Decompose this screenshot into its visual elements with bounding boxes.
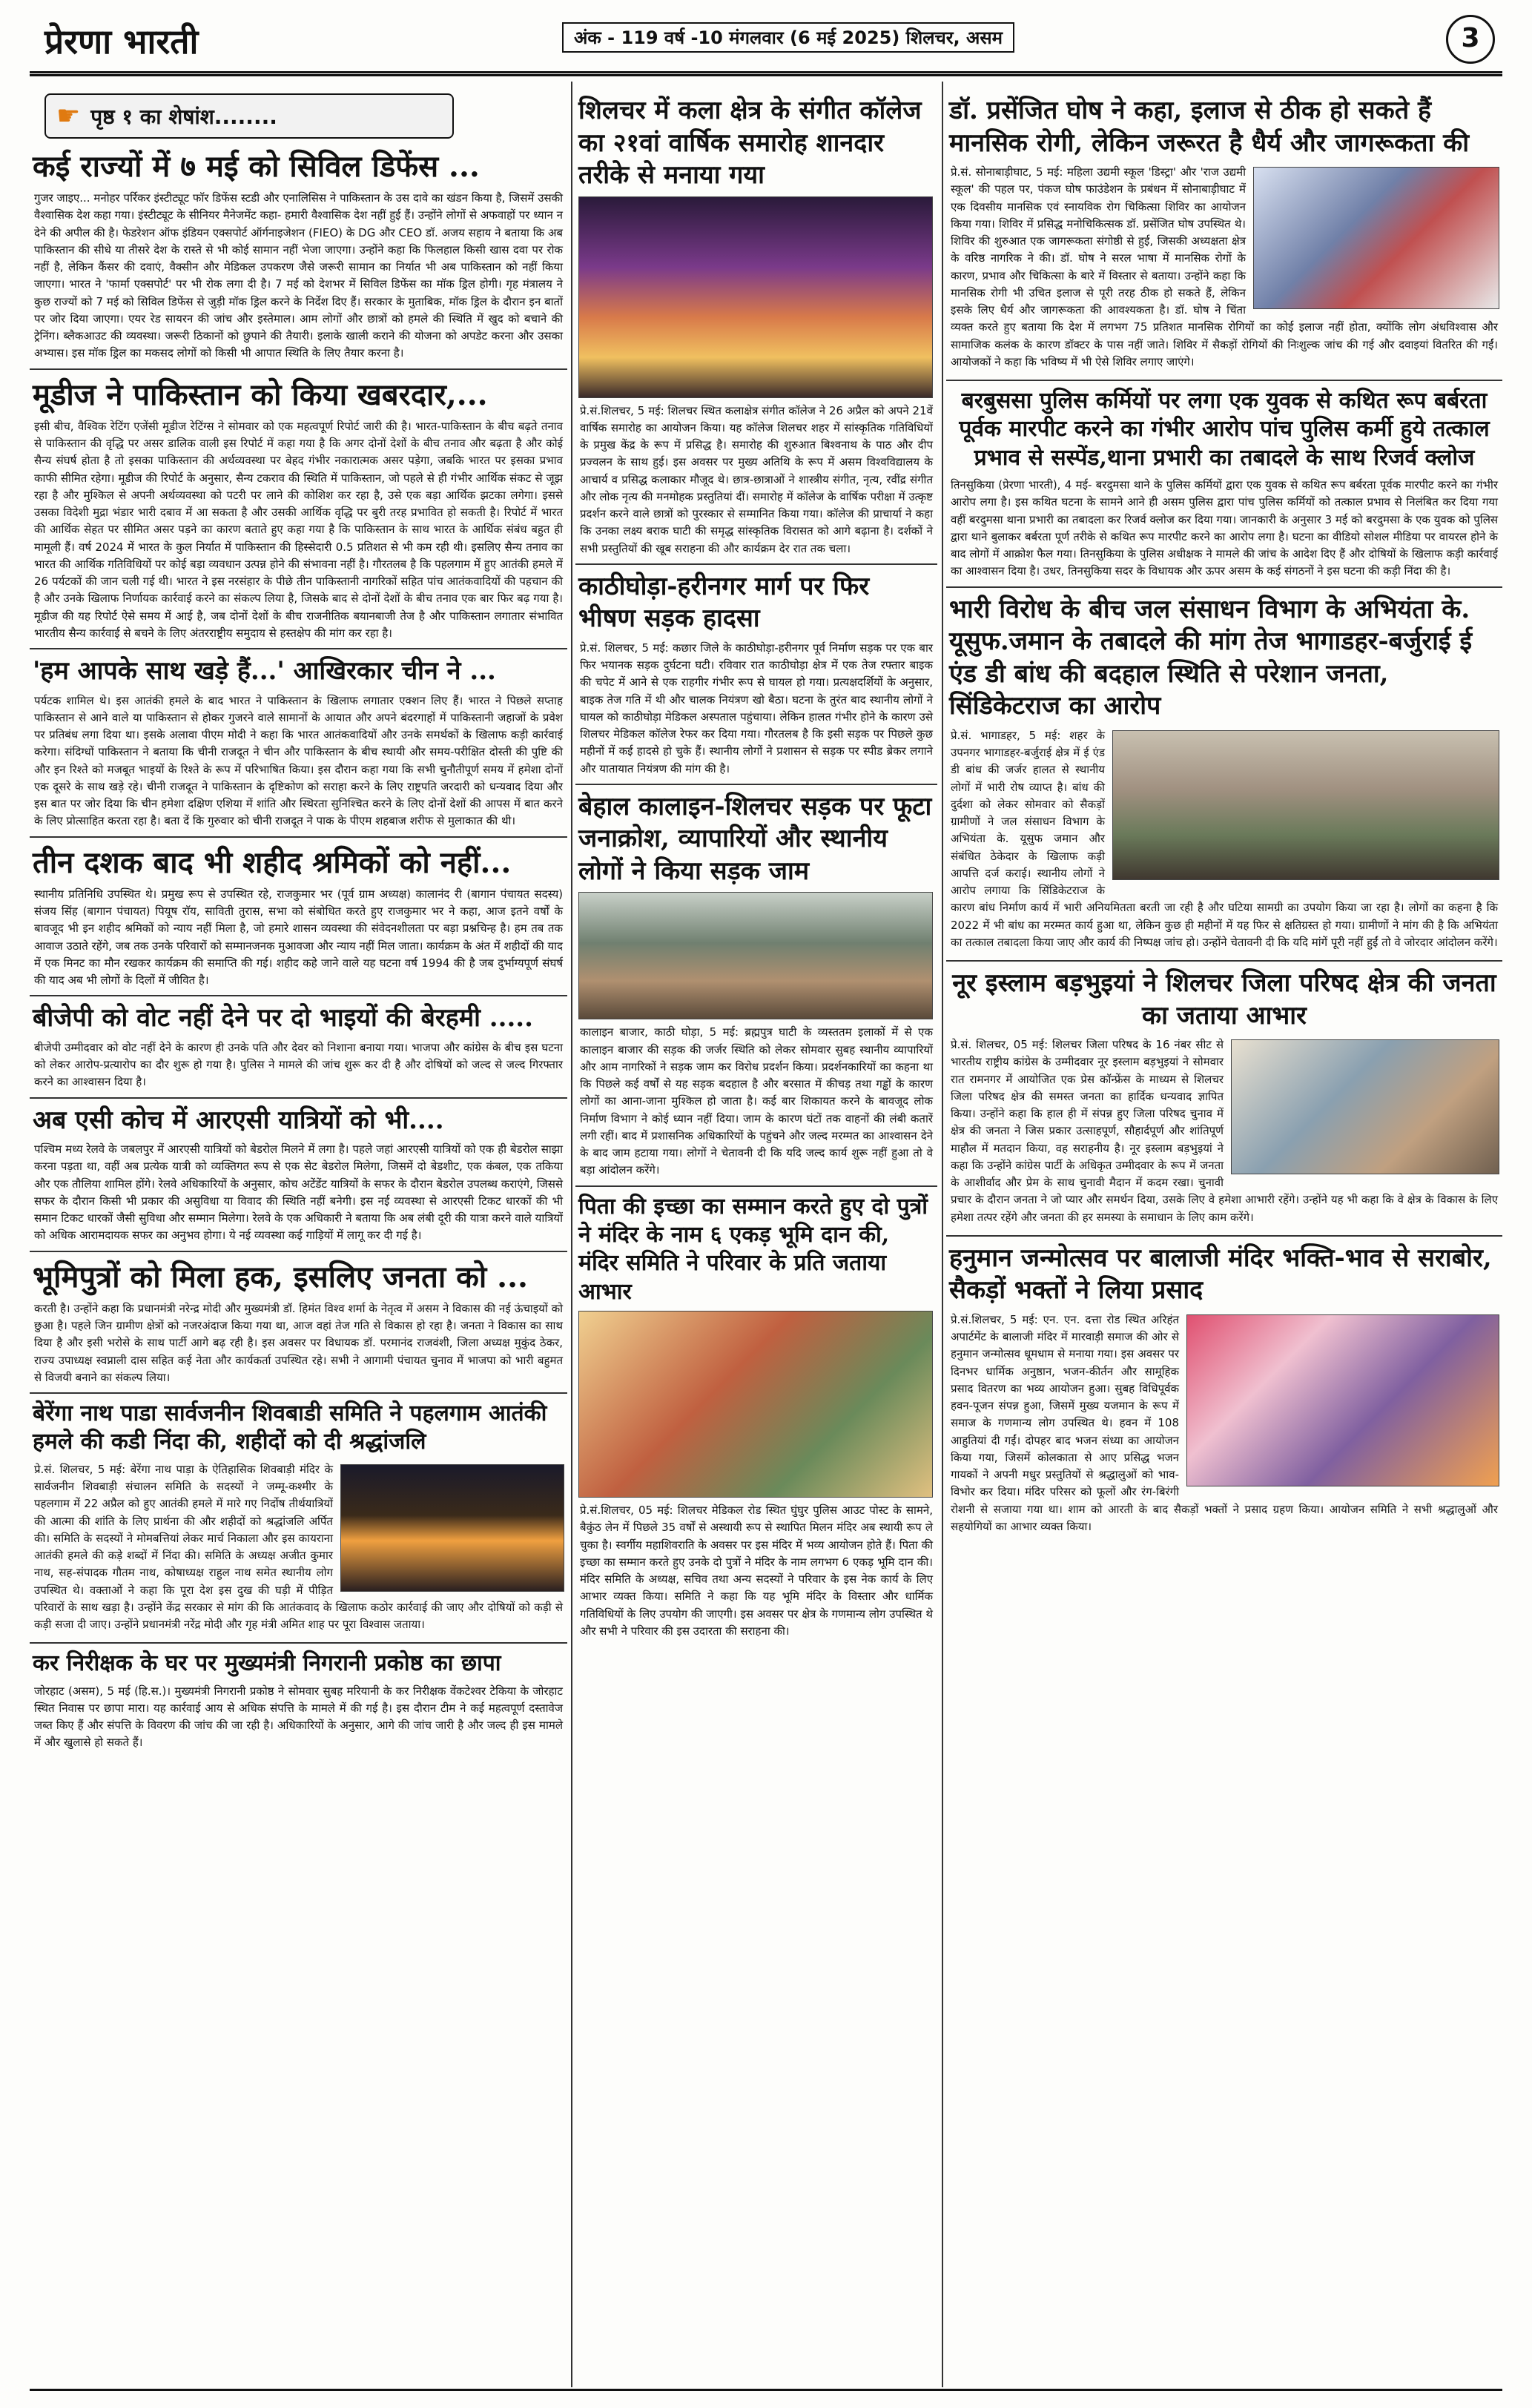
article-headline: पिता की इच्छा का सम्मान करते हुए दो पुत्रों ने मंदिर के नाम ६ एकड़ भूमि दान की, मंदिर समिति ने परिवार के प्रति जताया आभार [578, 1193, 928, 1305]
press-conference-photo [1231, 1039, 1499, 1174]
devotees-photo [1186, 1314, 1499, 1486]
article-hanuman-jayanti [946, 1243, 1502, 1538]
right-column [946, 89, 1502, 2387]
article-body: प्रे.सं.शिलचर, 05 मई: शिलचर मेडिकल रोड स्थित घुंघुर पुलिस आउट पोस्ट के सामने, बैकुंठ लेन में पिछले 35 वर्षों से अस्थायी रूप से स्थापित मिलन मंदिर अब स्थायी रूप ले चुका है। स्वर्गीय महाशिवराति के अवसर पर इस मंदिर में भव्य आयोजन होते हैं। पिता की इच्छा का सम्मान करते हुए उनके दो पुत्रों ने मंदिर के नाम लगभग 6 एकड़ भूमि दान की। मंदिर समिति के अध्यक्ष, सचिव तथा अन्य सदस्यों ने परिवार के इस नेक कार्य के लिए आभार व्यक्त किया। समिति ने कहा कि यह भूमि मंदिर के विस्तार और धार्मिक गतिविधियों के लिए उपयोग की जाएगी। इस अवसर पर क्षेत्र के गणमान्य लोग उपस्थित थे और सभी ने परिवार की इस उदारता की सराहना की। [580, 1504, 933, 1638]
article-body: तिनसुकिया (प्रेरणा भारती), 4 मई- बरदुमसा थाने के पुलिस कर्मियों द्वारा एक युवक से कथित रूप बर्बरता पूर्वक मारपीट करने का गंभीर आरोप लगा है। इस कथित घटना के सामने आने ही असम पुलिस द्वारा पांच पुलिस कर्मियों को तत्काल प्रभाव से निलंबित कर दिया गया वहीं बरदुमसा थाना प्रभारी का तबादला कर रिजर्व क्लोज कर दिया गया। जानकारी के अनुसार 3 मई को बरदुमसा के एक युवक को पुलिस द्वारा थाने बुलाकर बर्बरता पूर्ण तरीके से कथित रूप मारपीट करने का आरोप लगा है। घटना का वीडियो सोशल मीडिया पर वायरल होने के बाद लोगों में आक्रोश फैल गया। तिनसुकिया के पुलिस अधीक्षक ने मामले की जांच के आदेश दिए हैं और दोषियों के खिलाफ कड़ी कार्रवाई का आश्वासन दिया है। उधर, तिनसुकिया सदर के विधायक और ऊपर असम के कई संगठनों ने इस घटना की कड़ी निंदा की है। [951, 478, 1498, 578]
stage-performance-photo [578, 196, 933, 398]
continued-banner [44, 93, 454, 139]
article-martyr-workers [30, 844, 567, 990]
article-headline: बीजेपी को वोट नहीं देने पर दो भाइयों की बेरहमी ..... [33, 1003, 533, 1033]
newspaper-title: प्रेरणा भारती [44, 22, 199, 62]
pointing-hand-icon: ☛ [56, 101, 81, 131]
article-body: प्रे.सं.शिलचर, 5 मई: एन. एन. दत्ता रोड स्थित अरिहंत अपार्टमेंट के बालाजी मंदिर में मारवाड़ी समाज की ओर से हनुमान जन्मोत्सव धूमधाम से मनाया गया। इस अवसर पर दिनभर धार्मिक अनुष्ठान, भजन-कीर्तन और सामूहिक प्रसाद वितरण का भव्य आयोजन हुआ। सुबह विधिपूर्वक हवन-पूजन संपन्न हुआ, जिसमें मुख्य यजमान के रूप में समाज के गणमान्य लोग उपस्थित थे। हवन में 108 आहुतियां दी गईं। दोपहर बाद भजन संध्या का आयोजन किया गया, जिसमें कोलकाता से आए प्रसिद्ध भजन गायकों ने अपनी मधुर प्रस्तुतियों से श्रद्धालुओं को भाव-विभोर कर दिया। मंदिर परिसर को फूलों और रंग-बिरंगी रोशनी से सजाया गया था। शाम को आरती के बाद सैकड़ों भक्तों ने प्रसाद ग्रहण किया। आयोजन समिति ने सभी श्रद्धालुओं और सहयोगियों का आभार व्यक्त किया। [951, 1312, 1498, 1533]
column-divider-right [942, 82, 943, 2387]
left-column [30, 89, 567, 2387]
article-rac-passengers [30, 1105, 567, 1245]
article-headline: काठीघोड़ा-हरीनगर मार्ग पर फिर भीषण सड़क हादसा [578, 571, 870, 634]
divider [946, 380, 1502, 381]
divider [30, 1392, 567, 1394]
article-mental-health [946, 95, 1502, 374]
article-body: गुजर जाइए... मनोहर पर्रिकर इंस्टीट्यूट फॉर डिफेंस स्टडी और एनालिसिस ने पाकिस्तान के उस दावे का खंडन किया है, जिसमें उसकी वैश्वासिक देश कहा गया। इंस्टीट्यूट के सीनियर मैनेजमेंट कहा- हमारी वैश्वासिक देश नहीं हुई हैं। उन्होंने लोगों से अफवाहों पर ध्यान न देने की अपील की है। फेडरेशन ऑफ इंडियन एक्सपोर्ट ऑर्गनाइजेशन (FIEO) के DG और CEO डॉ. अजय सहाय ने बताया कि अब पाकिस्तान की सीधे या तीसरे देश के रास्ते से भी कोई सामान नहीं भेजा जाएगा। उन्होंने कहा कि फिलहाल किसी खास दवा पर रोक नहीं है, लेकिन कैंसर की दवाएं, वैक्सीन और मेडिकल उपकरण जैसे जरूरी सामान का निर्यात भी अब पाकिस्तान को नहीं किया जाएगा। भारत ने 'फार्मा एक्सपोर्ट' पर भी रोक लगा दी है। 7 मई को देशभर में सिविल डिफेंस का मॉक ड्रिल होगी। गृह मंत्रालय ने कुछ राज्यों को 7 मई को सिविल डिफेंस से जुड़ी मॉक ड्रिल करने के निर्देश दिए हैं। सरकार के मुताबिक, मॉक ड्रिल के दौरान इन बातों पर जोर दिया जाएगा। एयर रेड सायरन की जांच और इस्तेमाल। आम लोगों और छात्रों को हमले की स्थिति में खुद को बचाने की ट्रेनिंग। ब्लैकआउट की व्यवस्था। जरूरी ठिकानों को छुपाने की तैयारी। इलाके खाली कराने की योजना को अपडेट करना और उसका अभ्यास। इस मॉक ड्रिल का मकसद लोगों को किसी भी आपात स्थिति के लिए तैयार करना है। [34, 191, 563, 360]
embankment-protest-photo [1112, 730, 1499, 880]
article-china [30, 655, 567, 830]
article-body: प्रे.सं. भागाडहर, 5 मई: शहर के उपनगर भागाडहर-बर्जुराई क्षेत्र में ई एंड डी बांध की जर्जर हालत से स्थानीय लोगों में भारी रोष व्याप्त है। बांध की दुर्दशा को लेकर सोमवार को सैकड़ों ग्रामीणों ने जल संसाधन विभाग के अभियंता के. यूसुफ जमान और संबंधित ठेकेदार के खिलाफ कड़ी आपत्ति दर्ज कराई। स्थानीय लोगों ने आरोप लगाया कि सिंडिकेटराज के कारण बांध निर्माण कार्य में भारी अनियमितता बरती जा रही है और घटिया सामग्री का उपयोग किया जा रहा है। लोगों का कहना है कि 2022 में भी बांध का मरम्मत कार्य हुआ था, लेकिन कुछ ही महीनों में यह फिर से क्षतिग्रस्त हो गया। ग्रामीणों ने मांग की है कि अभियंता का तत्काल तबादला किया जाए और कार्य की निष्पक्ष जांच हो। उन्होंने चेतावनी दी कि यदि मांगें पूरी नहीं हुईं तो वे जोरदार आंदोलन करेंगे। [951, 728, 1498, 949]
temple-committee-photo [578, 1311, 933, 1498]
article-body: स्थानीय प्रतिनिधि उपस्थित थे। प्रमुख रूप से उपस्थित रहे, राजकुमार भर (पूर्व ग्राम अध्यक्ष) कालानंद री (बागान पंचायत सदस्य) संजय सिंह (बागान पंचायत) पियूष राॅय, साविती तुरास, सभा को संबोधित करते हुए राजकुमार भर ने कहा, आज इतने वर्षों के बावजूद भी इन शहीद श्रमिकों को न्याय नहीं मिला है, जो हमारे शासन व्यवस्था की संवेदनशीलता पर बड़ा प्रश्नचिन्ह है। हम तब तक आवाज उठाते रहेंगे, जब तक उनके परिवारों को सम्मानजनक मुआवजा और न्याय नहीं मिल जाता। कार्यक्रम के अंत में शहीदों की याद में एक मिनट का मौन रखकर कार्यक्रम की समाप्ति की गई। शहीद कहे जाने वाले यह घटना वर्ष 1994 की है जब दुर्भाग्यपूर्ण संघर्ष की याद अब भी लोगों के दिलों में जीवित है। [34, 887, 563, 988]
article-land-donation [575, 1193, 937, 1641]
article-headline: 'हम आपके साथ खड़े हैं...' आखिरकार चीन ने ... [33, 656, 496, 687]
article-shivbari-tribute [30, 1400, 567, 1636]
top-rule [30, 71, 1502, 73]
article-body: करती है। उन्होंने कहा कि प्रधानमंत्री नरेन्द्र मोदी और मुख्यमंत्री डॉ. हिमंत विश्व शर्मा के नेतृत्व में असम ने विकास की नई ऊंचाइयों को छुआ है। पहले जिन ग्रामीण क्षेत्रों को नजरअंदाज किया गया था, आज वहां तेज गति से विकास हो रहा है। जनता ने विकास का साथ दिया है और इसी भरोसे के साथ पार्टी आगे बढ़ रही है। इस अवसर पर विधायक डॉ. परमानंद राजवंशी, जिला अध्यक्ष मुकुंद ठेकर, राज्य उपाध्यक्ष स्वप्नाली दास सहित कई नेता और कार्यकर्ता उपस्थित रहे। सभी ने आगामी पंचायत चुनाव में भाजपा को भारी बहुमत से विजयी बनाने का संकल्प लिया। [34, 1301, 563, 1384]
health-camp-photo [1253, 167, 1499, 309]
divider [946, 586, 1502, 588]
article-headline: भूमिपुत्रों को मिला हक, इसलिए जनता को ... [33, 1259, 528, 1294]
divider [575, 784, 937, 785]
article-embankment-protest [946, 594, 1502, 954]
article-body: इसी बीच, वैश्विक रेटिंग एजेंसी मूडीज रेटिंग्स ने सोमवार को एक महत्वपूर्ण रिपोर्ट जारी की है। भारत-पाकिस्तान के बीच बढ़ते तनाव से पाकिस्तान की वृद्धि पर असर डालिक वाली इस रिपोर्ट में कहा गया है कि अगर दोनों देशों के बीच तनाव और बढ़ता है और कोई सैन्य संघर्ष होता है तो इसका पाकिस्तान की अर्थव्यवस्था पर बेहद गंभीर नकारात्मक असर पड़ेगा, जबकि भारत पर इसका प्रभाव काफी सीमित रहेगा। मूडीज की रिपोर्ट के अनुसार, सैन्य टकराव की स्थिति में पाकिस्तान, जो पहले से ही गंभीर आर्थिक संकट से जूझ रहा है और मुश्किल से अपनी अर्थव्यवस्था को पटरी पर लाने की कोशिश कर रहा है, उसे एक बड़ा आर्थिक झटका लगेगा। इससे उसका विदेशी मुद्रा भंडार भारी दबाव में आ सकता है और उसकी आर्थिक वृद्धि पर बुरी तरह प्रभावित हो सकती है। रिपोर्ट में भारत की आर्थिक सेहत पर सीमित असर पड़ने का कारण बताते हुए कहा गया है कि पाकिस्तान के साथ भारत के आर्थिक संबंध बहुत ही मामूली हैं। वर्ष 2024 में भारत के कुल निर्यात में पाकिस्तान की हिस्सेदारी 0.5 प्रतिशत से भी कम रही थी। इसलिए सैन्य तनाव का भारत की आर्थिक गतिविधियों पर कोई बड़ा व्यवधान उत्पन्न होने की संभावना नहीं है। गौरतलब है कि पहलगाम में हुए आतंकी हमले में 26 पर्यटकों की जान चली गई थी। भारत ने इस नरसंहार के पीछे तीन पाकिस्तानी नागरिकों सहित पांच आतंकवादियों की पहचान की है और उनके खिलाफ निर्णायक कार्रवाई करने का संकल्प लिया है, जिसके बाद से दोनों देशों के बीच तनाव एक बार फिर बढ़ गया है। मूडीज की यह रिपोर्ट ऐसे समय में आई है, जब दोनों देशों के बीच राजनीतिक बयानबाजी तेज है और पाकिस्तान लगातार संभावित भारतीय सैन्य कार्रवाई से बचने के लिए अंतरराष्ट्रीय समुदाय से हस्तक्षेप की मांग कर रहा है। [34, 419, 563, 640]
protest-crowd-photo [578, 892, 933, 1019]
continued-label: पृष्ठ १ का शेषांश........ [90, 104, 277, 129]
divider [30, 1097, 567, 1099]
divider [30, 995, 567, 996]
candle-march-photo [340, 1464, 564, 1592]
article-tax-inspector-raid [30, 1650, 567, 1751]
divider [575, 1185, 937, 1187]
article-headline: बरबुससा पुलिस कर्मियों पर लगा एक युवक से कथित रूप बर्बरता पूर्वक मारपीट करने का गंभीर आरोप पांच पुलिस कर्मी हुये तत्काल प्रभाव से सस्पेंड,थाना प्रभारी का तबादले के साथ रिजर्व क्लोज [959, 388, 1490, 471]
article-body: प्रे.सं.शिलचर, 5 मई: शिलचर स्थित कलाक्षेत्र संगीत कॉलेज ने 26 अप्रैल को अपने 21वें वार्षिक समारोह का आयोजन किया। यह कॉलेज शिलचर शहर में सांस्कृतिक गतिविधियों के प्रमुख केंद्र के रूप में प्रसिद्ध है। समारोह की शुरुआत बिश्वनाथ के पाठ और दीप प्रज्वलन के साथ हुई। इस अवसर पर मुख्य अतिथि के रूप में असम विश्वविद्यालय के आचार्य व प्रसिद्ध कलाकार मौजूद थे। छात्र-छात्राओं ने शास्त्रीय संगीत, नृत्य, रवींद्र संगीत और लोक नृत्य की मनमोहक प्रस्तुतियां दीं। समारोह में कॉलेज के वार्षिक परीक्षा में उत्कृष्ट प्रदर्शन करने वाले छात्रों को पुरस्कार से सम्मानित किया गया। कॉलेज की प्राचार्या ने कहा कि उनका लक्ष्य बराक घाटी की समृद्ध सांस्कृतिक विरासत को आगे बढ़ाना है। दर्शकों ने सभी प्रस्तुतियों की खूब सराहना की और कार्यक्रम देर रात तक चला। [580, 403, 933, 555]
article-body: पश्चिम मध्य रेलवे के जबलपुर में आरएसी यात्रियों को बेडरोल मिलने में लगा है। पहले जहां आरएसी यात्रियों को एक ही बेडरोल साझा करना पड़ता था, वहीं अब प्रत्येक यात्री को व्यक्तिगत रूप से एक सेट बेडरोल मिलेगा, जिसमें दो बेडशीट, एक कंबल, एक तकिया और एक तौलिया शामिल होंगे। रेलवे अधिकारियों के अनुसार, कोच अटेंडेंट यात्रियों के सफर के दौरान बेडरोल उपलब्ध कराएंगे, जिससे सफर के दौरान किसी भी प्रकार की असुविधा या विवाद की स्थिति नहीं बनेगी। इस नई व्यवस्था से आरएसी टिकट धारकों की भी समान टिकट धारकों जैसी सुविधा और सम्मान मिलेगा। रेलवे के एक अधिकारी ने बताया कि अब लंबी दूरी की यात्रा करने वाले यात्रियों को अधिक आरामदायक सफर का अनुभव होगा। ये नई व्यवस्था कई गाड़ियों में लागू कर दी गई है। [34, 1142, 563, 1243]
divider [575, 563, 937, 565]
article-headline: शिलचर में कला क्षेत्र के संगीत कॉलेज का २१वां वार्षिक समारोह शानदार तरीके से मनाया गया [578, 96, 922, 191]
article-body: प्रे.सं. शिलचर, 5 मई: कछार जिले के काठीघोड़ा-हरीनगर पूर्व निर्माण सड़क पर एक बार फिर भयानक सड़क दुर्घटना घटी। रविवार रात काठीघोड़ा क्षेत्र में एक तेज रफ्तार बाइक की चपेट में आने से एक राहगीर गंभीर रूप से घायल हो गया। प्रत्यक्षदर्शियों के अनुसार, बाइक तेज गति में थी और चालक नियंत्रण खो बैठा। घटना के तुरंत बाद स्थानीय लोगों ने घायल को काठीघोड़ा मेडिकल अस्पताल पहुंचाया। लेकिन हालत गंभीर होने के कारण उसे शिलचर मेडिकल कॉलेज रेफर कर दिया गया। गौरतलब है कि इसी सड़क पर पिछले कुछ महीनों में कई हादसे हो चुके हैं। स्थानीय लोगों ने प्रशासन से सड़क पर स्पीड ब्रेकर लगाने और यातायात नियंत्रण की मांग की है। [580, 641, 933, 775]
article-headline: हनुमान जन्मोत्सव पर बालाजी मंदिर भक्ति-भाव से सराबोर, सैकड़ों भक्तों ने लिया प्रसाद [949, 1243, 1492, 1306]
middle-column [575, 89, 937, 2387]
article-headline: मूडीज ने पाकिस्तान को किया खबरदार,... [33, 377, 488, 412]
article-police-assault [946, 387, 1502, 580]
divider [946, 960, 1502, 962]
issue-info: अंक - 119 वर्ष -10 मंगलवार (6 मई 2025) शिलचर, असम [562, 22, 1014, 53]
article-music-college [575, 95, 937, 558]
article-headline: भारी विरोध के बीच जल संसाधन विभाग के अभियंता के. यूसुफ.जमान के तबादले की मांग तेज भागाडहर-बर्जुराई ई एंड डी बांध की बदहाल स्थिति से परेशान जनता, सिंडिकेटराज का आरोप [949, 594, 1473, 721]
article-body: बीजेपी उम्मीदवार को वोट नहीं देने के कारण ही उनके पति और देवर को निशाना बनाया गया। भाजपा और कांग्रेस के बीच इस घटना को लेकर आरोप-प्रत्यारोप का दौर शुरू हो गया है। पुलिस ने मामले की जांच शुरू कर दी है और दोषियों को जल्द से जल्द गिरफ्तार करने का आश्वासन दिया है। [34, 1040, 563, 1089]
article-headline: कर निरीक्षक के घर पर मुख्यमंत्री निगरानी प्रकोष्ठ का छापा [33, 1650, 501, 1677]
article-body: प्रे.सं. सोनाबाड़ीघाट, 5 मई: महिला उद्यमी स्कूल 'डिस्ट्रा' और 'राज उद्यमी स्कूल' की पहल पर, पंकज घोष फाउंडेशन के प्रबंधन में सोनाबाड़ीघाट में एक दिवसीय मानसिक एवं स्नायविक रोग चिकित्सा शिविर का आयोजन किया गया। शिविर में प्रसिद्ध मनोचिकित्सक डॉ. प्रसेंजित घोष उपस्थित थे। शिविर की शुरुआत एक जागरूकता संगोष्ठी से हुई, जिसकी अध्यक्षता क्षेत्र के वरिष्ठ नागरिक ने की। डॉ. घोष ने सरल भाषा में मानसिक रोगों के कारण, प्रभाव और चिकित्सा के बारे में विस्तार से बताया। उन्होंने कहा कि मानसिक रोगी भी उचित इलाज से पूरी तरह ठीक हो सकते हैं, लेकिन इसके लिए धैर्य और जागरूकता की आवश्यकता है। डॉ. घोष ने चिंता व्यक्त करते हुए बताया कि देश में लगभग 75 प्रतिशत मानसिक रोगियों का कोई इलाज नहीं होता, क्योंकि लोग अंधविश्वास और सामाजिक कलंक के कारण डॉक्टर के पास नहीं जाते। शिविर में सैकड़ों रोगियों की निःशुल्क जांच की गई और दवाइयां वितरित की गईं। आयोजकों ने कहा कि भविष्य में भी ऐसे शिविर लगाए जाएंगे। [951, 165, 1498, 368]
top-rule-thin [30, 74, 1502, 76]
article-headline: तीन दशक बाद भी शहीद श्रमिकों को नहीं... [33, 844, 512, 880]
divider [30, 648, 567, 649]
article-body: जोरहाट (असम), 5 मई (हि.स.)। मुख्यमंत्री निगरानी प्रकोष्ठ ने सोमवार सुबह मरियानी के कर निरीक्षक वेंकटेश्वर टेकिया के जोरहाट स्थित निवास पर छापा मारा। यह कार्रवाई आय से अधिक संपत्ति के मामले में की गई है। इस दौरान टीम ने कई महत्वपूर्ण दस्तावेज जब्त किए हैं और संपत्ति के विवरण की जांच की जा रही है। अधिकारियों के अनुसार, आगे की जांच जारी है और जल्द ही इस मामले में और खुलासे हो सकते हैं। [34, 1684, 563, 1750]
article-headline: बेरेंगा नाथ पाडा सार्वजनीन शिवबाडी समिति ने पहलगाम आतंकी हमले की कडी निंदा की, शहीदों को दी श्रद्धांजलि [33, 1400, 547, 1455]
article-headline: बेहाल कालाइन-शिलचर सड़क पर फूटा जनाक्रोश, व्यापारियों और स्थानीय लोगों ने किया सड़क जाम [578, 791, 932, 886]
divider [30, 1642, 567, 1644]
article-headline: नूर इस्लाम बड़भुइयां ने शिलचर जिला परिषद क्षेत्र की जनता का जताया आभार [952, 968, 1496, 1031]
article-road-blockade [575, 791, 937, 1180]
article-body: प्रे.सं. शिलचर, 5 मई: बेरेंगा नाथ पाड़ा के ऐतिहासिक शिवबाड़ी मंदिर के सार्वजनीन शिवबाड़ी संचालन समिति के सदस्यों ने जम्मू-कश्मीर के पहलगाम में 22 अप्रैल को हुए आतंकी हमले में मारे गए निर्दोष तीर्थयात्रियों की आत्मा की शांति के लिए प्रार्थना की और शहीदों को श्रद्धांजलि अर्पित की। समिति के सदस्यों ने मोमबत्तियां लेकर मार्च निकाला और इस कायराना आतंकी हमले की कड़े शब्दों में निंदा की। समिति के अध्यक्ष अजीत कुमार नाथ, सह-संपादक गौतम नाथ, कोषाध्यक्ष राहुल नाथ समेत स्थानीय लोग उपस्थित थे। वक्ताओं ने कहा कि पूरा देश इस दुख की घड़ी में पीड़ित परिवारों के साथ खड़ा है। उन्होंने केंद्र सरकार से मांग की कि आतंकवाद के खिलाफ कठोर कार्रवाई की जाए और दोषियों को कड़ी से कड़ी सजा दी जाए। उन्होंने प्रधानमंत्री नरेंद्र मोदी और गृह मंत्री अमित शाह पर पूरा विश्वास जताया। [34, 1462, 563, 1632]
divider [30, 1251, 567, 1252]
divider [30, 368, 567, 370]
article-road-accident [575, 571, 937, 778]
article-body: कालाइन बाजार, काठी घोड़ा, 5 मई: ब्रह्मपुत्र घाटी के व्यस्ततम इलाकों में से एक कालाइन बाजार की सड़क की जर्जर स्थिति को लेकर सोमवार सुबह स्थानीय व्यापारियों और आम नागरिकों ने सड़क जाम कर विरोध प्रदर्शन किया। प्रदर्शनकारियों का कहना था कि पिछले कई वर्षों से यह सड़क बदहाल है और बरसात में कीचड़ तथा गड्ढों के कारण लोगों का आना-जाना मुश्किल हो जाता है। कई बार शिकायत करने के बावजूद लोक निर्माण विभाग ने कोई ध्यान नहीं दिया। जाम के कारण घंटों तक वाहनों की लंबी कतारें लगी रहीं। बाद में प्रशासनिक अधिकारियों के पहुंचने और जल्द मरम्मत का आश्वासन देने के बाद जाम हटाया गया। लोगों ने चेतावनी दी कि यदि जल्द कार्य शुरू नहीं हुआ तो वे बड़ा आंदोलन करेंगे। [580, 1025, 933, 1177]
article-civil-defence [30, 148, 567, 363]
article-bhumiputra [30, 1258, 567, 1386]
column-divider-left [571, 82, 572, 2387]
article-body: प्रे.सं. शिलचर, 05 मई: शिलचर जिला परिषद के 16 नंबर सीट से भारतीय राष्ट्रीय कांग्रेस के उम्मीदवार नूर इस्लाम बड़भुइयां ने सोमवार रात रामनगर में आयोजित एक प्रेस कॉन्फ्रेंस के माध्यम से शिलचर जिला परिषद क्षेत्र की समस्त जनता का हार्दिक धन्यवाद ज्ञापित किया। उन्होंने कहा कि हाल ही में संपन्न हुए जिला परिषद चुनाव में क्षेत्र की जनता ने जिस प्रकार उत्साहपूर्ण, सौहार्दपूर्ण और शांतिपूर्ण माहौल में मतदान किया, वह सराहनीय है। नूर इस्लाम बड़भुइयां ने कहा कि उन्होंने कांग्रेस पार्टी के अधिकृत उम्मीदवार के रूप में जनता के आशीर्वाद और प्रेम के साथ चुनावी मैदान में कदम रखा। चुनावी प्रचार के दौरान जनता ने जो प्यार और समर्थन दिया, उसके लिए वे हमेशा आभारी रहेंगे। उन्होंने यह भी कहा कि वे क्षेत्र के विकास के लिए हमेशा तत्पर रहेंगे और जनता की हर समस्या के समाधान के लिए काम करेंगे। [951, 1038, 1498, 1224]
masthead [30, 12, 1502, 64]
article-zilla-parishad-thanks [946, 968, 1502, 1229]
bottom-rule [30, 2389, 1502, 2391]
article-headline: अब एसी कोच में आरएसी यात्रियों को भी.... [33, 1105, 444, 1135]
article-bjp-vote [30, 1002, 567, 1091]
article-headline: डॉ. प्रसेंजित घोष ने कहा, इलाज से ठीक हो सकते हैं मानसिक रोगी, लेकिन जरूरत है धैर्य और जागरूकता की [949, 96, 1470, 158]
article-headline: कई राज्यों में ७ मई को सिविल डिफेंस ... [33, 149, 480, 184]
divider [946, 1235, 1502, 1237]
article-moodys [30, 376, 567, 642]
divider [30, 836, 567, 838]
article-body: पर्यटक शामिल थे। इस आतंकी हमले के बाद भारत ने पाकिस्तान के खिलाफ लगातार एक्शन लिए हैं। भारत ने पिछले सप्ताह पाकिस्तान से आने वाले या पाकिस्तान से होकर गुजरने वाले सामानों के आयात और अपने बंदरगाहों में पाकिस्तानी जहाजों के प्रवेश पर प्रतिबंध लगा दिया था। इसके अलावा पीएम मोदी ने कहा कि भारत आतंकवादियों और उनके समर्थकों के खिलाफ कड़ी कार्रवाई करेगा। संदिग्धों पाकिस्तान ने बताया कि चीनी राजदूत ने चीन और पाकिस्तान के बीच स्थायी और समय-परीक्षित दोस्ती की पुष्टि की और इन रिश्ते को मजबूत भाइयों के रिश्ते के रूप में परिभाषित किया। इस दौरान कहा गया कि सभी चुनौतीपूर्ण समय में हमेशा दोनों एक दूसरे के साथ खड़े रहे। चीनी राजदूत ने पाकिस्तान के दृष्टिकोण को सराहा करने के लिए राष्ट्रपति जरदारी को धन्यवाद दिया और इस बात पर जोर दिया कि चीन हमेशा दक्षिण एशिया में शांति और स्थिरता सुनिश्चित करने के लिए दोनों देशों की आपस में बात करने के लिए प्रोत्साहित करता रहा है। बता दें कि गुरुवार को चीनी राजदूत ने पाक के पीएम शहबाज शरीफ से मुलाकात की थी। [34, 693, 563, 828]
page-number: 3 [1446, 15, 1495, 64]
